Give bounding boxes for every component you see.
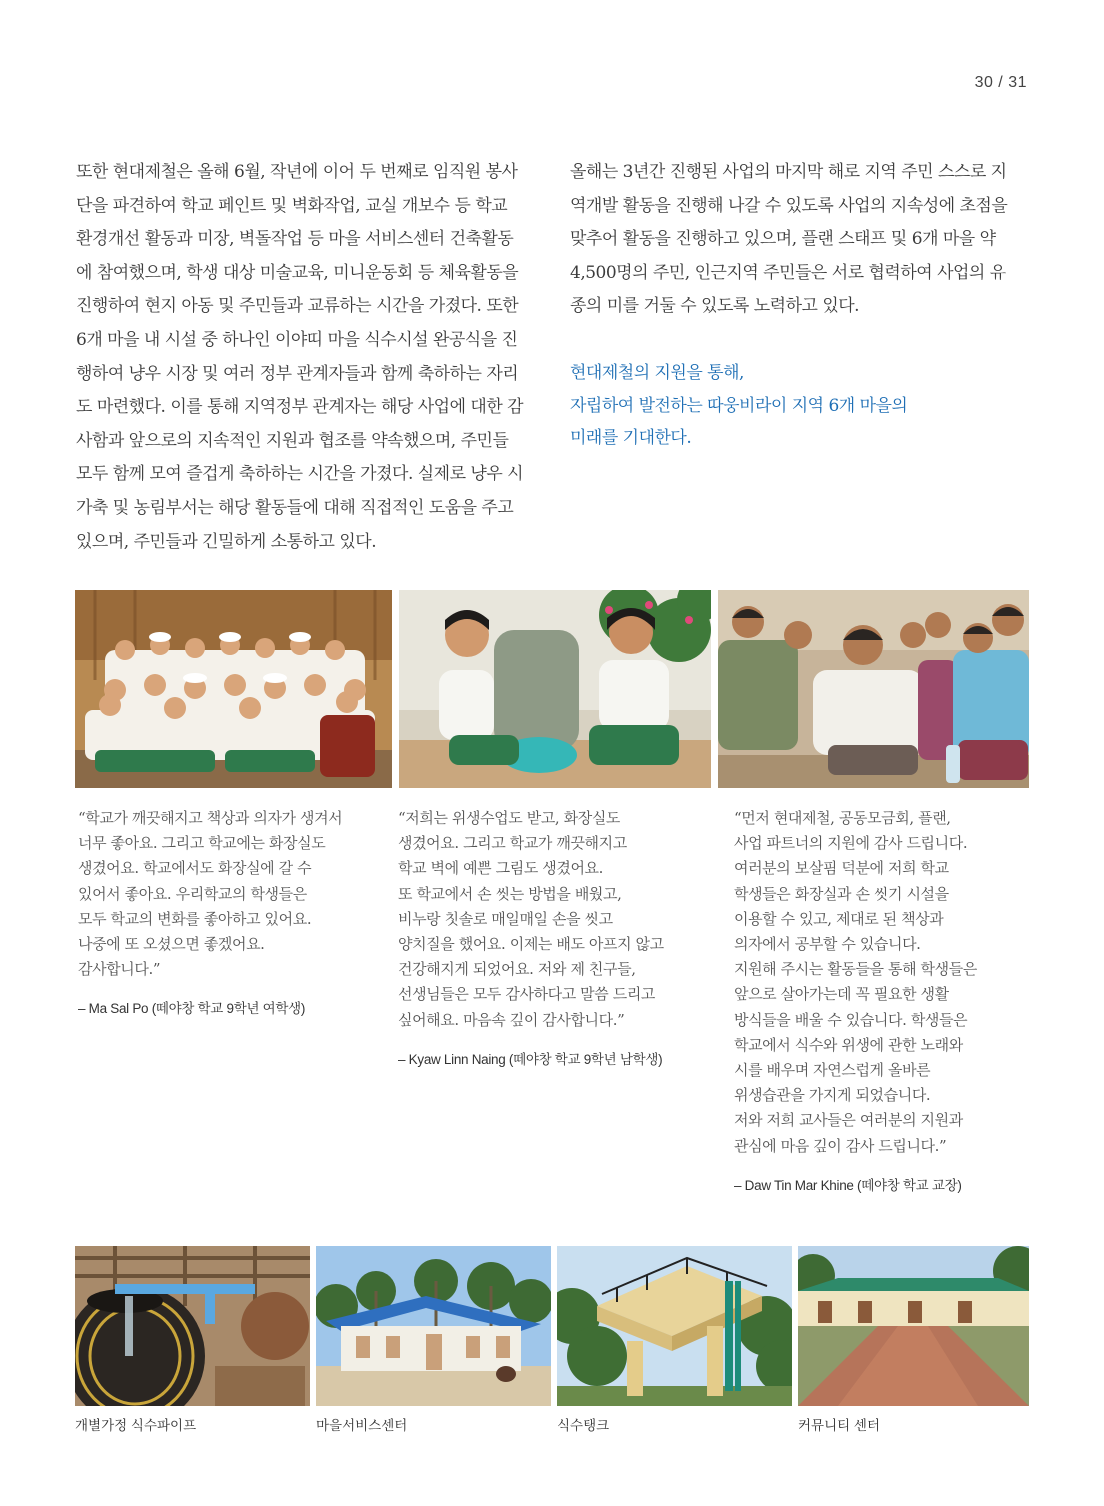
quote-line: “저희는 위생수업도 받고, 화장실도 <box>398 809 621 827</box>
body-line: 에 참여했으며, 학생 대상 미술교육, 미니운동회 등 체육활동을 <box>76 262 519 283</box>
body-line: 가축 및 농림부서는 해당 활동들에 대해 직접적인 도움을 주고 <box>76 497 514 518</box>
body-line: 종의 미를 거둘 수 있도록 노력하고 있다. <box>570 296 860 317</box>
quote-attribution: – Daw Tin Mar Khine (떼야창 학교 교장) <box>734 1177 962 1193</box>
body-text-left <box>76 156 523 559</box>
quote-line: 관심에 마음 깊이 감사 드립니다.” <box>734 1136 947 1155</box>
quote-line: 사업 파트너의 지원에 감사 드립니다. <box>734 834 968 853</box>
villagers-meeting-photo <box>718 590 1029 788</box>
body-text-right <box>570 156 1007 324</box>
quote-line: 생겼어요. 학교에서도 화장실에 갈 수 <box>78 859 312 878</box>
quote-line: 나중에 또 오셨으면 좋겠어요. <box>78 935 265 954</box>
quote-student-2 <box>398 806 664 1072</box>
quote-line: 시를 배우며 자연스럽게 올바른 <box>734 1061 931 1080</box>
body-line: 모두 함께 모여 즐겁게 축하하는 시간을 가졌다. 실제로 냥우 시 <box>76 464 524 485</box>
quote-line: 위생습관을 가지게 되었습니다. <box>734 1086 931 1105</box>
village-service-center-photo <box>316 1246 551 1406</box>
quote-line: 저와 저희 교사들은 여러분의 지원과 <box>734 1111 963 1130</box>
quote-line: 학교에서 식수와 위생에 관한 노래와 <box>734 1035 963 1054</box>
quote-line: “학교가 깨끗해지고 책상과 의자가 생겨서 <box>78 809 343 827</box>
body-line: 진행하여 현지 아동 및 주민들과 교류하는 시간을 가졌다. 또한 <box>76 296 519 317</box>
quote-line: 비누랑 칫솔로 매일매일 손을 씻고 <box>398 909 613 928</box>
quote-student-1 <box>78 806 342 1022</box>
quote-line: 싶어해요. 마음속 깊이 감사합니다.” <box>398 1010 625 1029</box>
water-pipe-photo <box>75 1246 310 1406</box>
body-line: 맞추어 활동을 진행하고 있으며, 플랜 스태프 및 6개 마을 약 <box>570 229 996 250</box>
quote-line: 지원해 주시는 활동들을 통해 학생들은 <box>734 960 977 979</box>
body-line: 있으며, 주민들과 긴밀하게 소통하고 있다. <box>76 531 377 552</box>
body-line: 올해는 3년간 진행된 사업의 마지막 해로 지역 주민 스스로 지 <box>570 162 1007 182</box>
quote-line: 건강해지게 되었어요. 저와 제 친구들, <box>398 960 636 979</box>
body-line: 사함과 앞으로의 지속적인 지원과 협조를 약속했으며, 주민들 <box>76 430 509 451</box>
quote-line: 있어서 좋아요. 우리학교의 학생들은 <box>78 884 307 903</box>
quote-line: 감사합니다.” <box>78 960 161 979</box>
highlight-line: 자립하여 발전하는 따웅비라이 지역 6개 마을의 <box>570 395 908 416</box>
quote-line: 양치질을 했어요. 이제는 배도 아프지 않고 <box>398 935 664 954</box>
page-number: 30 / 31 <box>974 74 1027 91</box>
quote-line: 모두 학교의 변화를 좋아하고 있어요. <box>78 909 312 928</box>
caption-water-pipe: 개별가정 식수파이프 <box>75 1418 197 1433</box>
caption-water-tank: 식수탱크 <box>557 1418 610 1433</box>
body-line: 4,500명의 주민, 인근지역 주민들은 서로 협력하여 사업의 유 <box>570 262 1006 283</box>
quote-line: “먼저 현대제철, 공동모금회, 플랜, <box>734 809 951 827</box>
caption-community-center: 커뮤니티 센터 <box>798 1418 880 1433</box>
body-line: 환경개선 활동과 미장, 벽돌작업 등 마을 서비스센터 건축활동 <box>76 229 514 250</box>
body-line: 도 마련했다. 이를 통해 지역정부 관계자는 해당 사업에 대한 감 <box>76 397 524 418</box>
quote-line: 학교 벽에 예쁜 그림도 생겼어요. <box>398 859 604 878</box>
quote-line: 방식들을 배울 수 있습니다. 학생들은 <box>734 1010 968 1029</box>
water-tank-photo <box>557 1246 792 1406</box>
body-line: 또한 현대제철은 올해 6월, 작년에 이어 두 번째로 임직원 봉사 <box>76 162 518 182</box>
body-line: 역개발 활동을 진행해 나갈 수 있도록 사업의 지속성에 초점을 <box>570 195 1008 216</box>
body-line: 6개 마을 내 시설 중 하나인 이야띠 마을 식수시설 완공식을 진 <box>76 329 518 350</box>
quote-attribution: – Ma Sal Po (떼야창 학교 9학년 여학생) <box>78 1001 306 1017</box>
quote-principal <box>734 806 977 1198</box>
body-line: 행하여 냥우 시장 및 여러 정부 관계자들과 함께 축하하는 자리 <box>76 363 519 384</box>
children-handwashing-photo <box>399 590 711 788</box>
quote-line: 의자에서 공부할 수 있습니다. <box>734 935 921 954</box>
highlight-line: 미래를 기대한다. <box>570 428 692 448</box>
quote-line: 여러분의 보살핌 덕분에 저희 학교 <box>734 859 949 878</box>
quote-line: 생겼어요. 그리고 학교가 깨끗해지고 <box>398 834 627 853</box>
quote-attribution: – Kyaw Linn Naing (떼야창 학교 9학년 남학생) <box>398 1051 663 1067</box>
quote-line: 이용할 수 있고, 제대로 된 책상과 <box>734 909 944 928</box>
quote-line: 학생들은 화장실과 손 씻기 시설을 <box>734 884 949 903</box>
body-line: 단을 파견하여 학교 페인트 및 벽화작업, 교실 개보수 등 학교 <box>76 195 508 216</box>
students-group-photo <box>75 590 392 788</box>
quote-line: 너무 좋아요. 그리고 학교에는 화장실도 <box>78 834 326 853</box>
quote-line: 또 학교에서 손 씻는 방법을 배웠고, <box>398 884 622 903</box>
highlight-text <box>570 357 907 455</box>
quote-line: 앞으로 살아가는데 꼭 필요한 생활 <box>734 985 949 1004</box>
community-center-photo <box>798 1246 1029 1406</box>
caption-service-center: 마을서비스센터 <box>316 1418 408 1433</box>
quote-line: 선생님들은 모두 감사하다고 말씀 드리고 <box>398 985 656 1004</box>
highlight-line: 현대제철의 지원을 통해, <box>570 363 744 383</box>
